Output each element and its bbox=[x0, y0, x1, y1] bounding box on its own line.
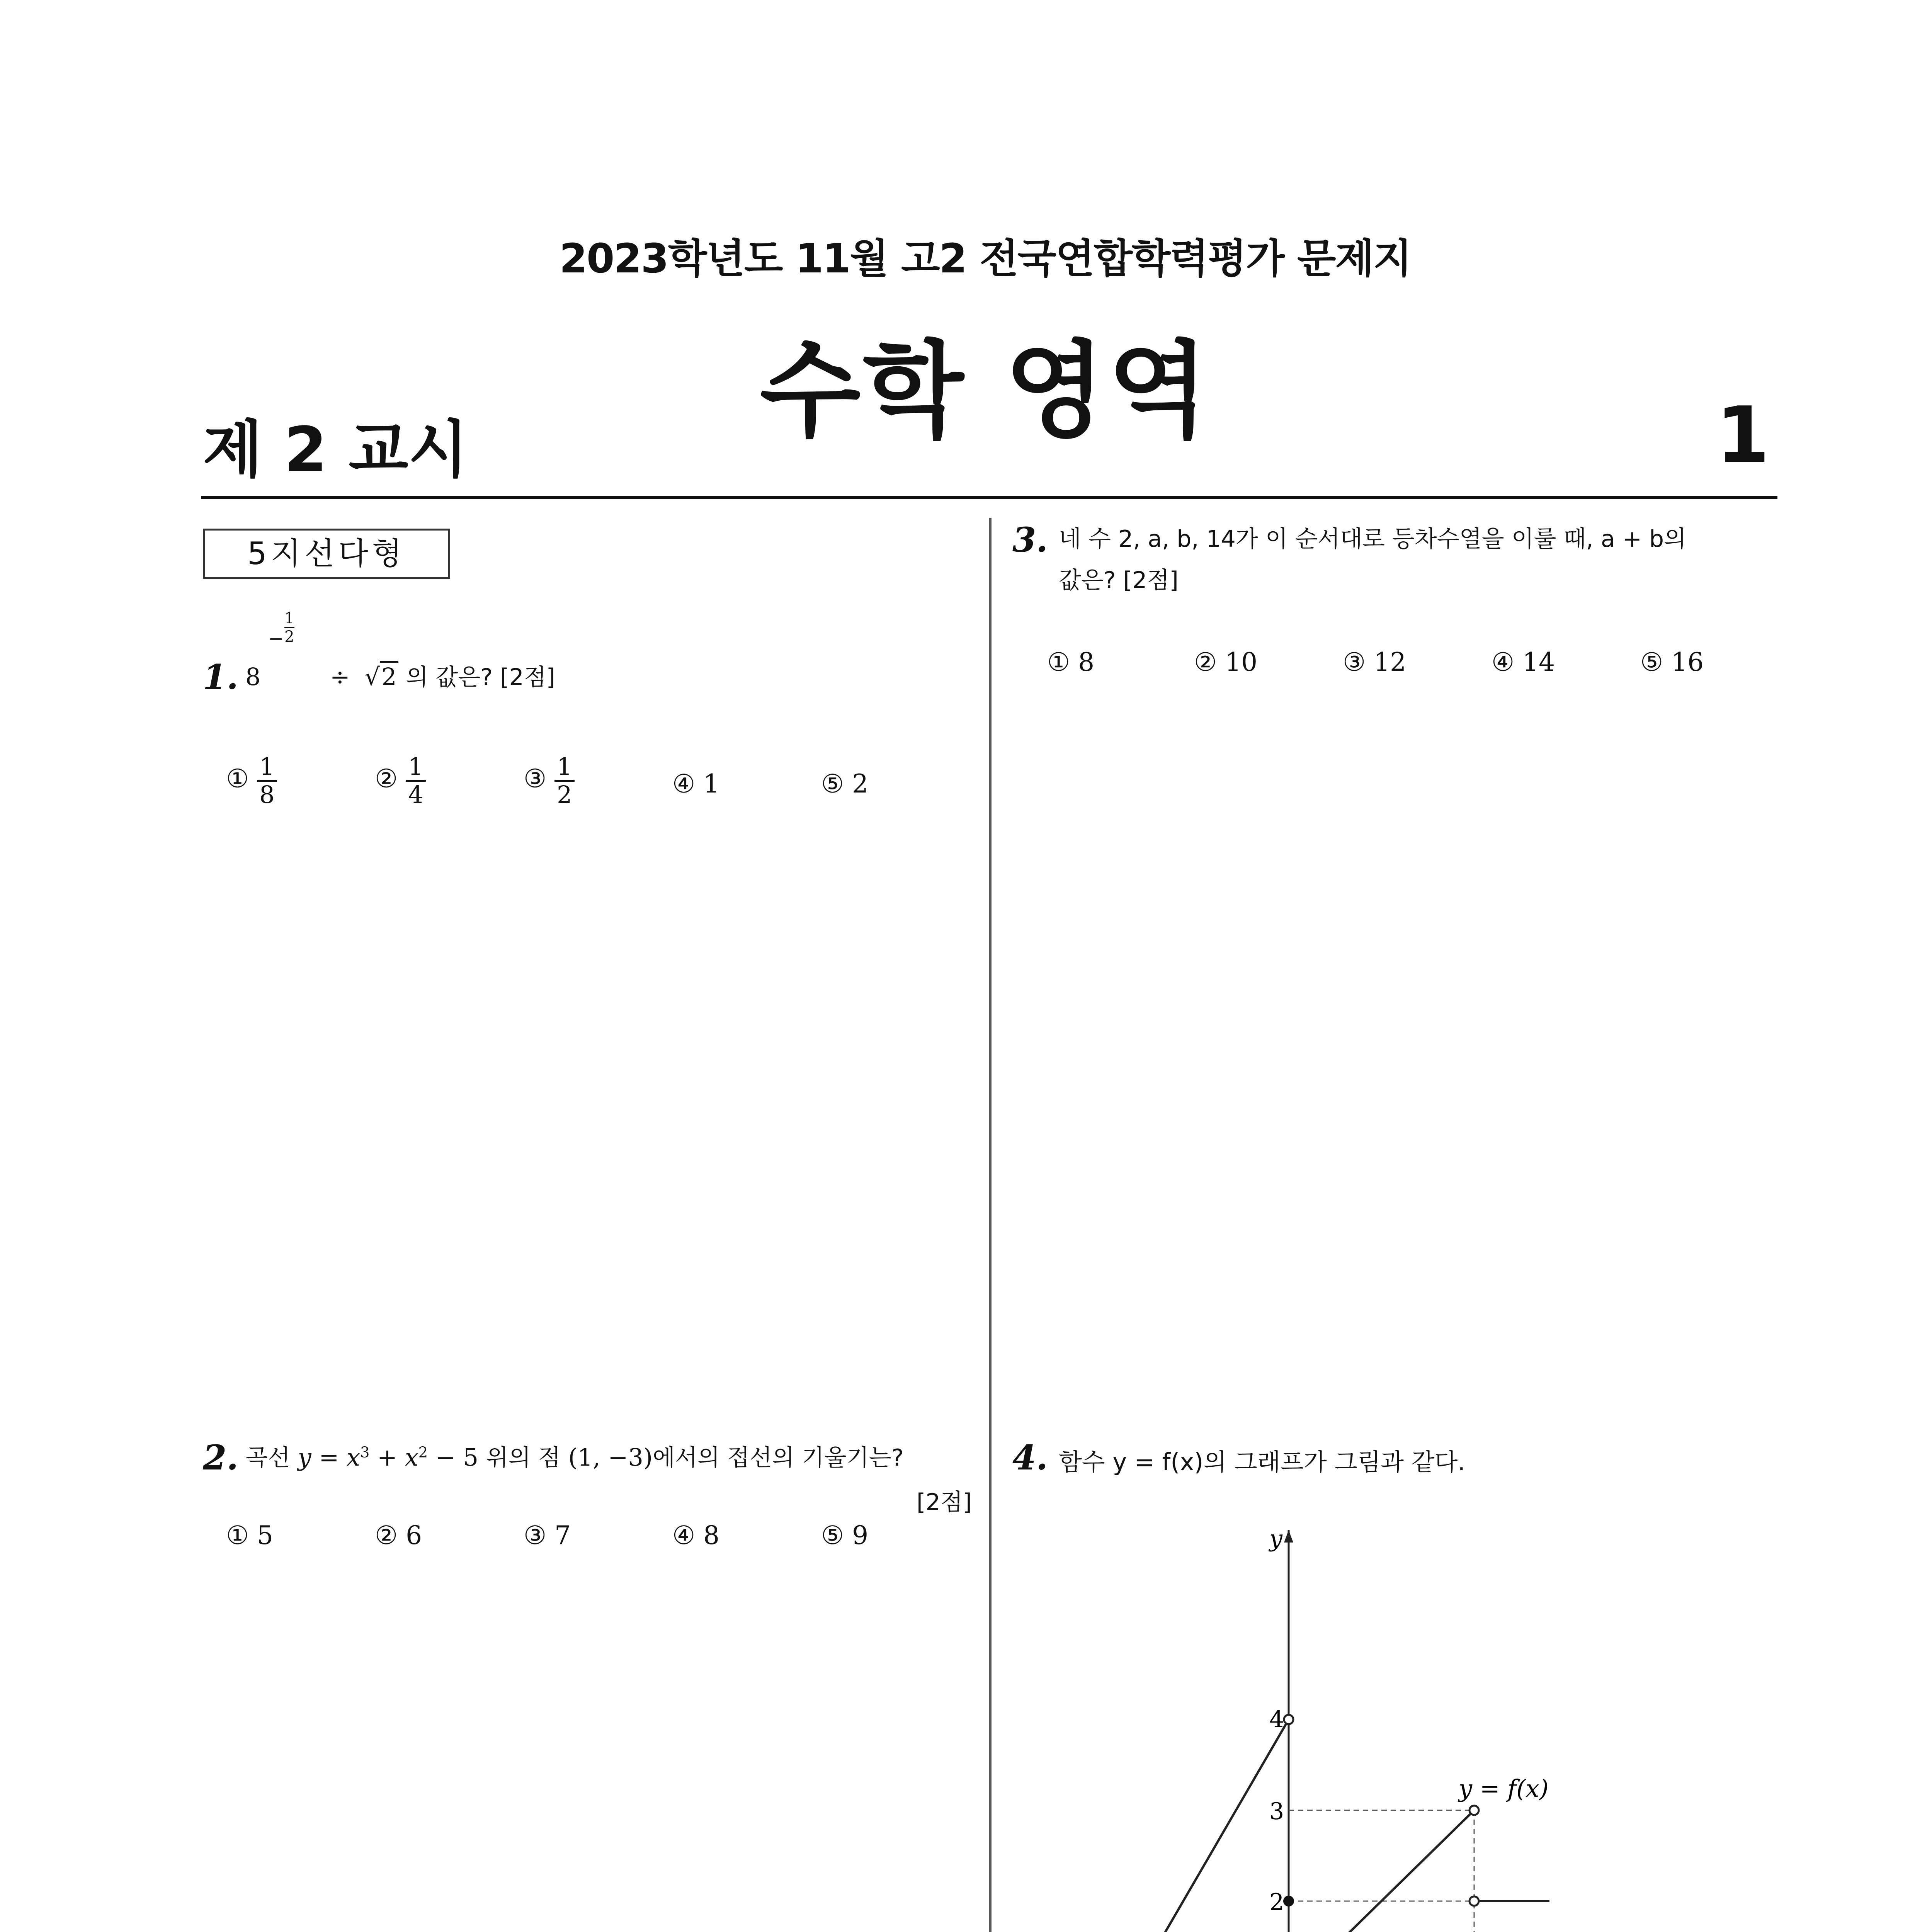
question-number: 1. bbox=[203, 657, 238, 697]
open-point-2-2 bbox=[1469, 1896, 1479, 1906]
choice-2[interactable]: ② $\frac{1}{4}$ bbox=[375, 753, 426, 808]
choice-2[interactable]: ② 6 bbox=[375, 1520, 422, 1550]
y-axis-label: y bbox=[1269, 1526, 1282, 1552]
exponent: 1 2 bbox=[284, 609, 294, 646]
y-tick-2: 2 bbox=[1269, 1889, 1284, 1916]
fraction: $\frac{1}{4}$ bbox=[406, 753, 425, 808]
question-number: 3. bbox=[1012, 520, 1048, 560]
choices bbox=[226, 753, 960, 838]
open-point-2-3 bbox=[1469, 1806, 1479, 1815]
question-number: 2. bbox=[203, 1437, 238, 1478]
exponent-sign: − bbox=[268, 628, 284, 650]
curve-label: y = f(x) bbox=[1459, 1774, 1549, 1803]
question-3 bbox=[1012, 520, 1785, 694]
fraction: $\frac{1}{2}$ bbox=[554, 753, 574, 808]
choices bbox=[1047, 647, 1781, 686]
column-divider bbox=[989, 518, 992, 1932]
choice-1[interactable]: ① 5 bbox=[226, 1520, 274, 1550]
question-4 bbox=[1012, 1437, 1785, 1932]
question-text: 네 수 2, a, b, 14가 이 순서대로 등차수열을 이룰 때, a + b의 값은? [2점] bbox=[1059, 526, 1687, 594]
choice-3[interactable]: ③ $\frac{1}{2}$ bbox=[524, 753, 575, 808]
choice-1[interactable]: ① $\frac{1}{8}$ bbox=[226, 753, 277, 808]
question-text: 곡선 $y = x^3 + x^2 - 5$ 위의 점 (1, −3)에서의 접선의 기울기는? bbox=[245, 1443, 904, 1471]
function-graph bbox=[1159, 1526, 1553, 1932]
radicand: 2 bbox=[380, 661, 398, 691]
choice-4[interactable]: ④ 8 bbox=[672, 1520, 720, 1550]
choice-3[interactable]: ③ 12 bbox=[1343, 647, 1406, 677]
segment-middle bbox=[1289, 1810, 1474, 1932]
closed-point-0-2 bbox=[1284, 1896, 1293, 1906]
choice-1[interactable]: ① 8 bbox=[1047, 647, 1095, 677]
choice-5[interactable]: ⑤ 16 bbox=[1640, 647, 1704, 677]
page-number: 1 bbox=[1716, 390, 1770, 480]
y-tick-4: 4 bbox=[1269, 1706, 1284, 1733]
y-axis-arrow bbox=[1284, 1530, 1293, 1543]
header-divider bbox=[201, 496, 1777, 499]
open-point-0-4 bbox=[1284, 1715, 1293, 1724]
radical-sign: √ bbox=[364, 663, 380, 691]
section-label: 5지선다형 bbox=[203, 529, 450, 579]
exam-title: 수학 영역 bbox=[760, 330, 1211, 452]
exam-subtitle: 2023학년도 11월 고2 전국연합학력평가 문제지 bbox=[559, 235, 1412, 282]
question-text bbox=[245, 609, 556, 693]
choice-3[interactable]: ③ 7 bbox=[524, 1520, 571, 1550]
question-tail: 의 값은? [2점] bbox=[406, 664, 556, 691]
question-number: 4. bbox=[1012, 1437, 1048, 1478]
fraction: $\frac{1}{8}$ bbox=[257, 753, 277, 808]
choice-2[interactable]: ② 10 bbox=[1194, 647, 1258, 677]
question-text: 함수 y = f(x)의 그래프가 그림과 같다. bbox=[1059, 1448, 1466, 1476]
session-label: 제 2 교시 bbox=[203, 413, 468, 486]
question-1 bbox=[203, 609, 968, 858]
divide-sign: ÷ bbox=[330, 663, 350, 691]
choice-4[interactable]: ④ 14 bbox=[1492, 647, 1555, 677]
choice-5[interactable]: ⑤ 9 bbox=[821, 1520, 869, 1550]
question-2 bbox=[203, 1437, 976, 1584]
points: [2점] bbox=[917, 1489, 972, 1516]
choices bbox=[226, 1520, 960, 1559]
base: 8 bbox=[245, 663, 261, 691]
choice-4[interactable]: ④ 1 bbox=[672, 769, 720, 799]
choice-5[interactable]: ⑤ 2 bbox=[821, 769, 869, 799]
y-tick-3: 3 bbox=[1269, 1798, 1284, 1825]
